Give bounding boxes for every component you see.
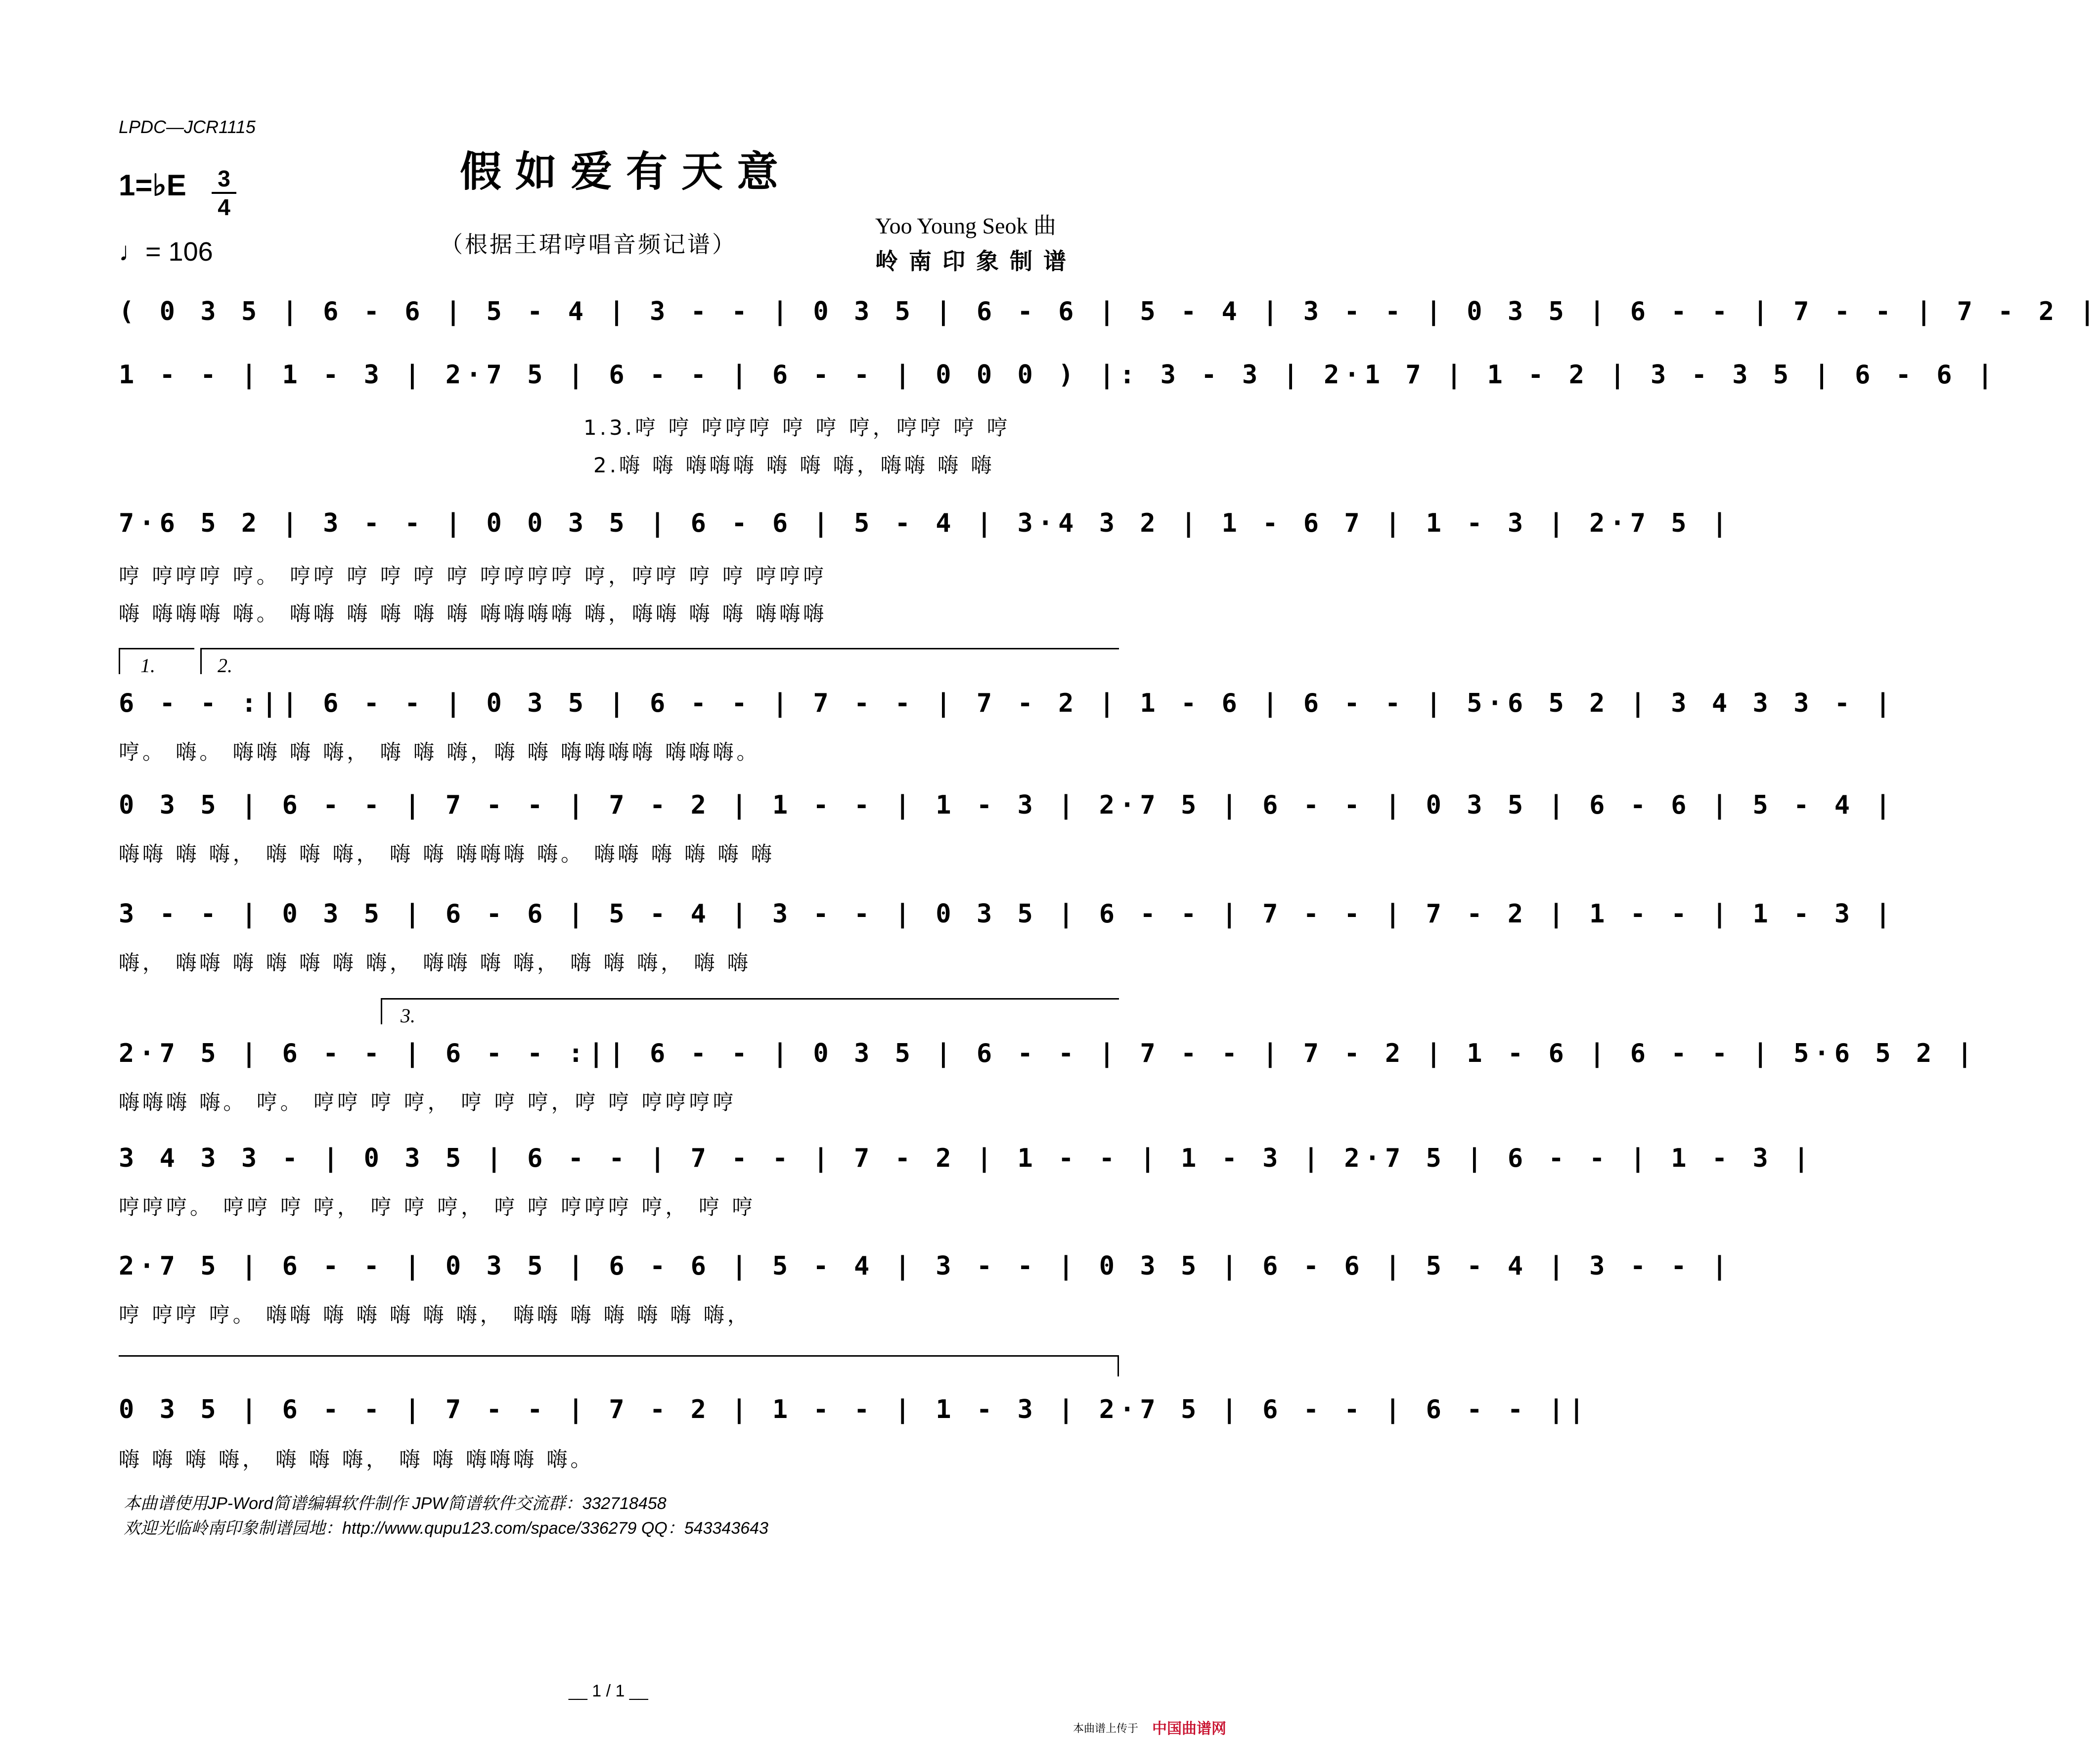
song-title: 假如爱有天意 xyxy=(460,147,793,196)
score-system-5 xyxy=(119,790,1896,879)
notes-line: 0 3 5 | 6 - - | 7 - - | 7 - 2 | 1 - - | 1 - 3 | 2·7 5 | 6 - - | 6 - - || xyxy=(119,1395,1590,1424)
score-system-2 xyxy=(119,360,1998,489)
composer: Yoo Young Seok 曲 xyxy=(875,213,1057,238)
volta-label-1: 1. xyxy=(140,654,155,677)
lyrics-line: 哼 哼哼 哼。 嗨嗨 嗨 嗨 嗨 嗨 嗨， 嗨嗨 嗨 嗨 嗨 嗨 嗨， xyxy=(119,1303,751,1327)
site-logo: 中国曲谱网 xyxy=(1152,1720,1226,1738)
notes-line: 3 4 3 3 - | 0 3 5 | 6 - - | 7 - - | 7 - 2 | 1 - - | 1 - 3 | 2·7 5 | 6 - - | 1 - 3 | xyxy=(119,1143,1814,1173)
volta-bracket-1 xyxy=(119,648,194,674)
footer-website-line: 欢迎光临岭南印象制谱园地：http://www.qupu123.com/space/336279 QQ：543343643 xyxy=(124,1519,768,1538)
time-signature xyxy=(212,167,236,219)
notes-line: 2·7 5 | 6 - - | 0 3 5 | 6 - 6 | 5 - 4 | 3 - - | 0 3 5 | 6 - 6 | 5 - 4 | 3 - - | xyxy=(119,1251,1733,1281)
score-system-4 xyxy=(119,648,1896,772)
score-system-3 xyxy=(119,508,1733,637)
notes-line: 3 - - | 0 3 5 | 6 - 6 | 5 - 4 | 3 - - | 0 3 5 | 6 - - | 7 - - | 7 - 2 | 1 - - | 1 - 3 | xyxy=(119,899,1896,929)
meter-bottom: 4 xyxy=(218,194,230,220)
meter-top: 3 xyxy=(218,166,230,191)
score-system-9 xyxy=(119,1251,1733,1340)
footer-software-line: 本曲谱使用JP-Word简谱编辑软件制作 JPW简谱软件交流群：332718458 xyxy=(124,1494,667,1513)
score-system-6 xyxy=(119,899,1896,988)
notes-line: ( 0 3 5 | 6 - 6 | 5 - 4 | 3 - - | 0 3 5 | 6 - 6 | 5 - 4 | 3 - - | 0 3 5 | 6 - - | 7 - - | 7 - 2 | xyxy=(119,297,2100,326)
key-signature: 1=♭E xyxy=(119,169,186,202)
lyrics-line: 嗨， 嗨嗨 嗨 嗨 嗨 嗨 嗨， 嗨嗨 嗨 嗨， 嗨 嗨 嗨， 嗨 嗨 xyxy=(119,951,751,975)
upload-note: 本曲谱上传于 xyxy=(1073,1723,1139,1735)
score-system-1 xyxy=(119,297,2100,346)
lyrics-line: 嗨 嗨 嗨 嗨， 嗨 嗨 嗨， 嗨 嗨 嗨嗨嗨 嗨。 xyxy=(119,1447,594,1471)
lyrics-line: 嗨嗨 嗨 嗨， 嗨 嗨 嗨， 嗨 嗨 嗨嗨嗨 嗨。 嗨嗨 嗨 嗨 嗨 嗨 xyxy=(119,842,775,866)
tempo-marking: ♩= 106 xyxy=(119,237,213,267)
lyrics-verse-1: 哼 哼哼哼 哼。 哼哼 哼 哼 哼 哼 哼哼哼哼 哼，哼哼 哼 哼 哼哼哼 xyxy=(119,564,827,588)
notes-line: 1 - - | 1 - 3 | 2·7 5 | 6 - - | 6 - - | 0 0 0 ) |: 3 - 3 | 2·1 7 | 1 - 2 | 3 - 3 5 | 6 - 6 | xyxy=(119,360,1998,390)
notes-line: 7·6 5 2 | 3 - - | 0 0 3 5 | 6 - 6 | 5 - 4 | 3·4 3 2 | 1 - 6 7 | 1 - 3 | 2·7 5 | xyxy=(119,508,1733,538)
lyrics-verse-2: 2.嗨 嗨 嗨嗨嗨 嗨 嗨 嗨，嗨嗨 嗨 嗨 xyxy=(593,453,995,477)
lyrics-verse-2: 嗨 嗨嗨嗨 嗨。 嗨嗨 嗨 嗨 嗨 嗨 嗨嗨嗨嗨 嗨，嗨嗨 嗨 嗨 嗨嗨嗨 xyxy=(119,601,827,626)
final-bracket xyxy=(119,1355,1119,1376)
lyrics-verse-1: 1.3.哼 哼 哼哼哼 哼 哼 哼，哼哼 哼 哼 xyxy=(583,415,1011,440)
volta-label-2: 2. xyxy=(218,654,232,677)
score-system-7 xyxy=(119,998,1977,1122)
score-system-10 xyxy=(119,1355,1590,1479)
volta-bracket-2 xyxy=(200,648,1119,674)
lyrics-line: 嗨嗨嗨 嗨。 哼。 哼哼 哼 哼， 哼 哼 哼，哼 哼 哼哼哼哼 xyxy=(119,1090,737,1114)
subtitle: （根据王珺哼唱音频记谱） xyxy=(440,231,737,258)
lyrics-line: 哼哼哼。 哼哼 哼 哼， 哼 哼 哼， 哼 哼 哼哼哼 哼， 哼 哼 xyxy=(119,1195,756,1219)
notes-line: 6 - - :|| 6 - - | 0 3 5 | 6 - - | 7 - - | 7 - 2 | 1 - 6 | 6 - - | 5·6 5 2 | 3 4 3 3 - | xyxy=(119,688,1896,718)
volta-bracket-3 xyxy=(381,998,1119,1024)
notes-line: 0 3 5 | 6 - - | 7 - - | 7 - 2 | 1 - - | 1 - 3 | 2·7 5 | 6 - - | 0 3 5 | 6 - 6 | 5 - 4 | xyxy=(119,790,1896,820)
notes-line: 2·7 5 | 6 - - | 6 - - :|| 6 - - | 0 3 5 | 6 - - | 7 - - | 7 - 2 | 1 - 6 | 6 - - | 5·6 5 2 | xyxy=(119,1039,1977,1068)
score-system-8 xyxy=(119,1143,1814,1233)
lyrics-line: 哼。 嗨。 嗨嗨 嗨 嗨， 嗨 嗨 嗨，嗨 嗨 嗨嗨嗨嗨 嗨嗨嗨。 xyxy=(119,740,760,764)
page-number: __ 1 / 1 __ xyxy=(569,1682,648,1700)
score-code: LPDC—JCR1115 xyxy=(119,117,256,137)
arranger: 岭南印象制谱 xyxy=(875,248,1077,274)
volta-label-3: 3. xyxy=(401,1005,415,1027)
